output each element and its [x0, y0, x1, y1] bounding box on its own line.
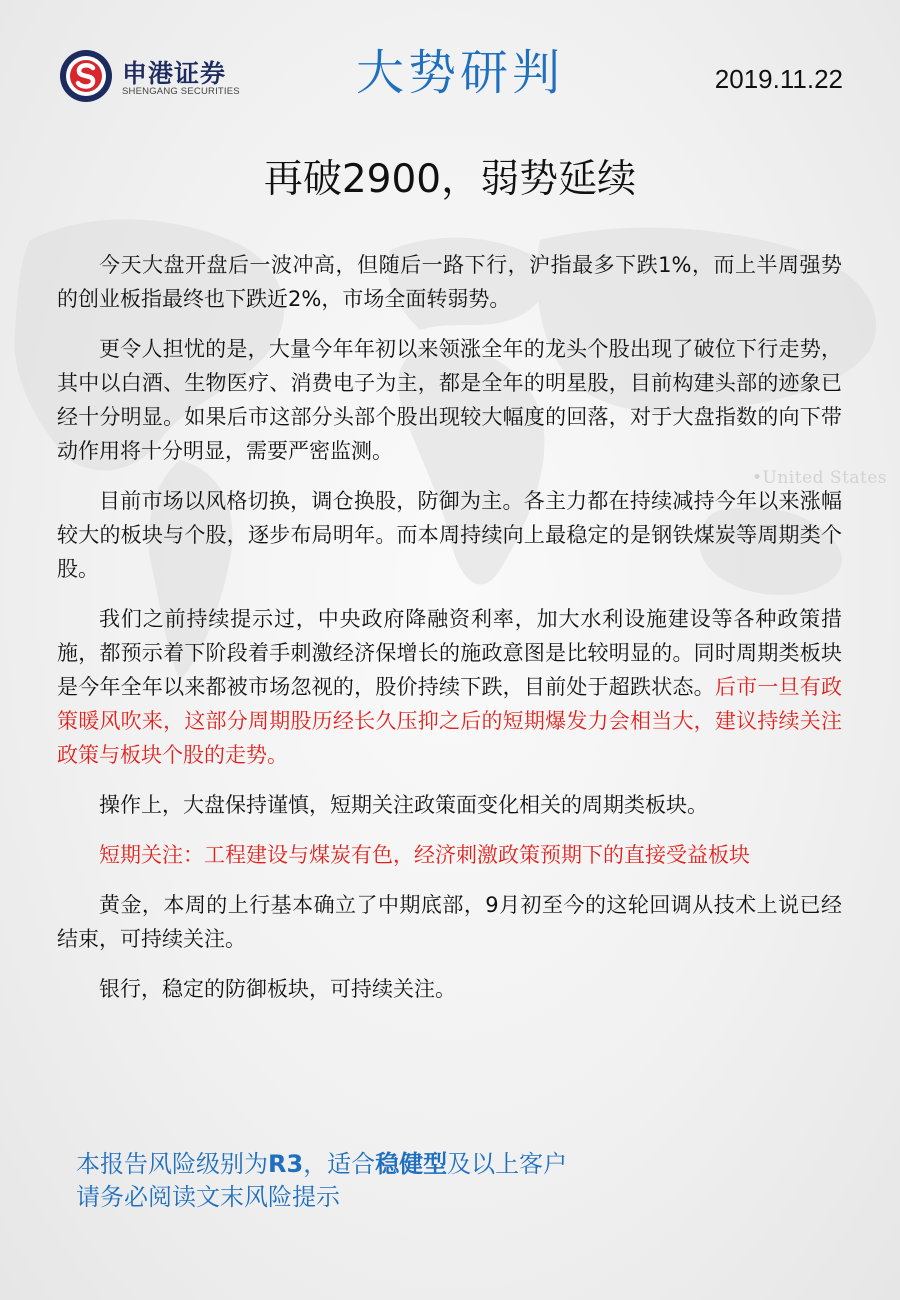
paragraph [57, 888, 842, 956]
paragraph-text: 目前市场以风格切换，调仓换股，防御为主。各主力都在持续减持今年以来涨幅较大的板块与个股，逐步布局明年。而本周持续向上最稳定的是钢铁煤炭等周期类个股。 [57, 489, 842, 581]
paragraph [57, 332, 842, 468]
client-type: 稳健型 [375, 1150, 448, 1178]
logo-chinese-name: 申港证券 [122, 59, 227, 88]
banner-title: 大势研判 [355, 45, 564, 101]
risk-text: 本报告风险级别为 [76, 1150, 268, 1178]
highlight-text: 短期关注：工程建设与煤炭有色，经济刺激政策预期下的直接受益板块 [99, 843, 750, 867]
paragraph-text: 更令人担忧的是，大量今年年初以来领涨全年的龙头个股出现了破位下行走势，其中以白酒、生物医疗、消费电子为主，都是全年的明星股，目前构建头部的迹象已经十分明显。如果后市这部分头部个股出现较大幅度的回落，对于大盘指数的向下带动作用将十分明显，需要严密监测。 [57, 337, 842, 463]
paragraph-text: 黄金，本周的上行基本确立了中期底部，9月初至今的这轮回调从技术上说已经结束，可持续关注。 [57, 893, 842, 951]
shengang-logo-icon [58, 48, 114, 104]
paragraph [57, 602, 842, 772]
paragraph-text: 我们之前持续提示过，中央政府降融资利率，加大水利设施建设等各种政策措施，都预示着下阶段着手刺激经济保增长的施政意图是比较明显的。同时周期类板块是今年全年以来都被市场忽视的，股价持续下跌，目前处于超跌状态。 [57, 607, 842, 699]
paragraph [57, 248, 842, 316]
paragraph [57, 972, 842, 1006]
highlight-text: 后市一旦有政策暖风吹来，这部分周期股历经长久压抑之后的短期爆发力会相当大，建议持续关注政策与板块个股的走势。 [57, 675, 843, 767]
risk-level-line [76, 1148, 567, 1181]
paragraph-text: 银行，稳定的防御板块，可持续关注。 [99, 977, 456, 1001]
logo-english-name: SHENGANG SECURITIES [122, 86, 240, 97]
map-label-watermark: •United States [752, 468, 888, 488]
paragraph-text: 今天大盘开盘后一波冲高，但随后一路下行，沪指最多下跌1%，而上半周强势的创业板指最终也下跌近2%，市场全面转弱势。 [57, 253, 842, 311]
report-date: 2019.11.22 [714, 64, 843, 94]
risk-level: R3 [268, 1150, 304, 1178]
headline: 再破2900，弱势延续 [263, 157, 637, 202]
paragraph [57, 788, 842, 822]
risk-notice [76, 1148, 567, 1214]
risk-text: 及以上客户 [447, 1150, 568, 1178]
risk-warning-line: 请务必阅读文末风险提示 [76, 1183, 340, 1211]
paragraph [57, 838, 842, 872]
paragraph [57, 484, 842, 586]
risk-text: ，适合 [303, 1150, 376, 1178]
report-body [57, 248, 842, 1022]
company-logo [58, 48, 258, 104]
paragraph-text: 操作上，大盘保持谨慎，短期关注政策面变化相关的周期类板块。 [99, 793, 708, 817]
